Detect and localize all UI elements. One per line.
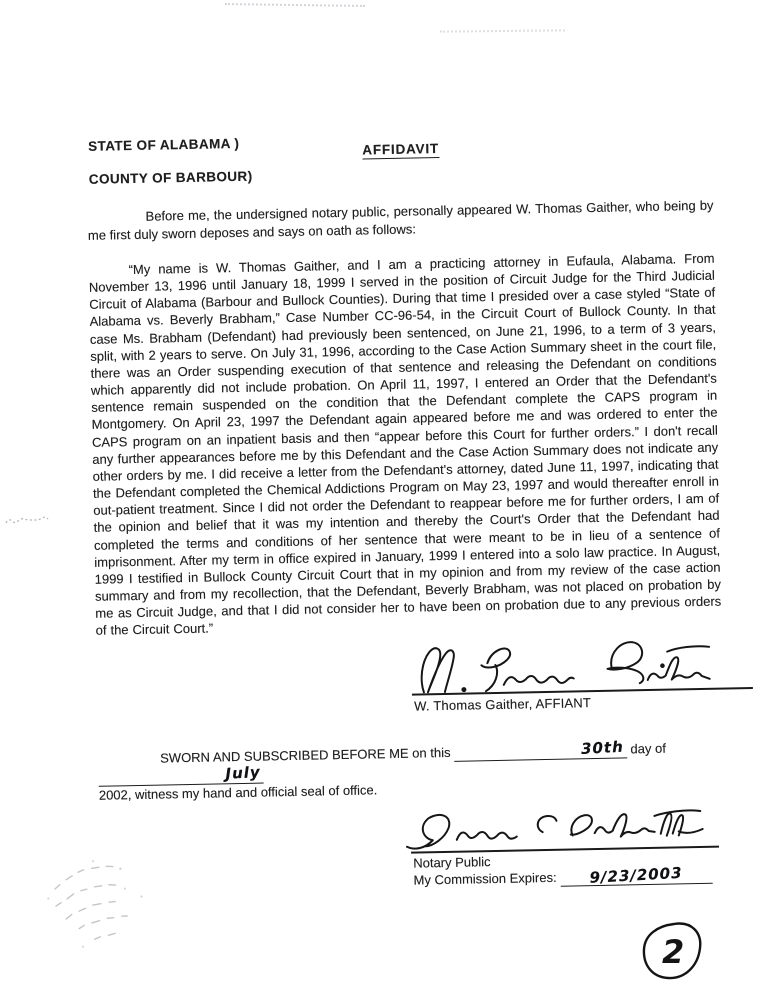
document-title: AFFIDAVIT xyxy=(362,140,440,158)
county-line: COUNTY OF BARBOUR) xyxy=(88,168,253,187)
document-content xyxy=(86,127,727,908)
sworn-prefix: SWORN AND SUBSCRIBED BEFORE ME on this xyxy=(160,745,451,766)
handwritten-month: July xyxy=(224,763,262,784)
commission-row xyxy=(413,864,712,890)
affidavit-body-paragraph: “My name is W. Thomas Gaither, and I am a practicing attorney in Eufaula, Alabama. From November 13, 1996 until January 18, 1999 I served in the position of Circuit Judge for the Third Judicial Circuit of Alabama (Barbour and Bullock Counties). During that time I presided over a case styled “State of Alabama vs. Beverly Brabham,” Case Number CC-96-54, in the Circuit Court of Bullock County. In that case Ms. Brabham (Defendant) had previously been sentenced, on June 21, 1996, to a term of 3 years, split, with 2 years to serve. On July 31, 1996, according to the Case Action Summary sheet in the court file, there was an Order suspending execution of that sentence and releasing the Defendant on conditions which apparently did not include probation. On April 11, 1997, I entered an Order that the Defendant's sentence remain suspended on the condition that the Defendant complete the CAPS program in Montgomery. On April 23, 1997 the Defendant again appeared before me and was ordered to enter the CAPS program on an inpatient basis and then “appear before this Court for further orders.” I don't recall any further appearances before me by this Defendant and the Case Action Summary does not indicate any other orders by me. I did receive a letter from the Defendant's attorney, dated June 11, 1997, indicating that the Defendant completed the Chemical Addictions Program on May 23, 1997 and would thereafter enroll in out-patient treatment. Since I did not order the Defendant to reappear before me for further orders, I am of the opinion and belief that it was my intention and thereby the Court's Order that the Defendant had completed the terms and conditions of her sentence that were meant to be in lieu of a sentence of imprisonment. After my term in office expired in January, 1999 I entered into a solo law practice. In August, 1999 I testified in Bullock County Circuit Court that in my opinion and from my review of the case action summary and from my recollection, that the Defendant, Beverly Brabham, was not placed on probation by me as Circuit Judge, and that I did not consider her to have been on probation due to any previous orders of the Circuit Court.” xyxy=(88,250,722,639)
scan-artifact xyxy=(225,3,365,7)
margin-pencil-mark xyxy=(4,510,62,530)
commission-date-blank xyxy=(560,864,712,888)
commission-label: My Commission Expires: xyxy=(413,870,557,889)
notary-block xyxy=(410,809,727,901)
handwritten-page-number xyxy=(634,918,710,990)
sworn-statement xyxy=(98,739,725,805)
handwritten-day: 30th xyxy=(580,738,625,759)
page-number-text: 2 xyxy=(662,933,685,971)
scan-artifact xyxy=(440,29,565,32)
state-line: STATE OF ALABAMA ) xyxy=(88,135,240,154)
handwritten-commission-date: 9/23/2003 xyxy=(589,864,684,888)
affiant-signature-block xyxy=(411,634,753,719)
affiant-name-label: W. Thomas Gaither, AFFIANT xyxy=(414,695,592,715)
intro-paragraph: Before me, the undersigned notary public, personally appeared W. Thomas Gaither, who being by me first duly sworn deposes and says on oath as follows: xyxy=(87,197,714,243)
day-blank xyxy=(454,738,627,762)
sworn-line2: 2002, witness my hand and official seal of office. xyxy=(98,782,378,804)
document-header xyxy=(86,127,713,205)
notary-title: Notary Public xyxy=(413,854,491,872)
sworn-middle: day of xyxy=(630,741,667,757)
